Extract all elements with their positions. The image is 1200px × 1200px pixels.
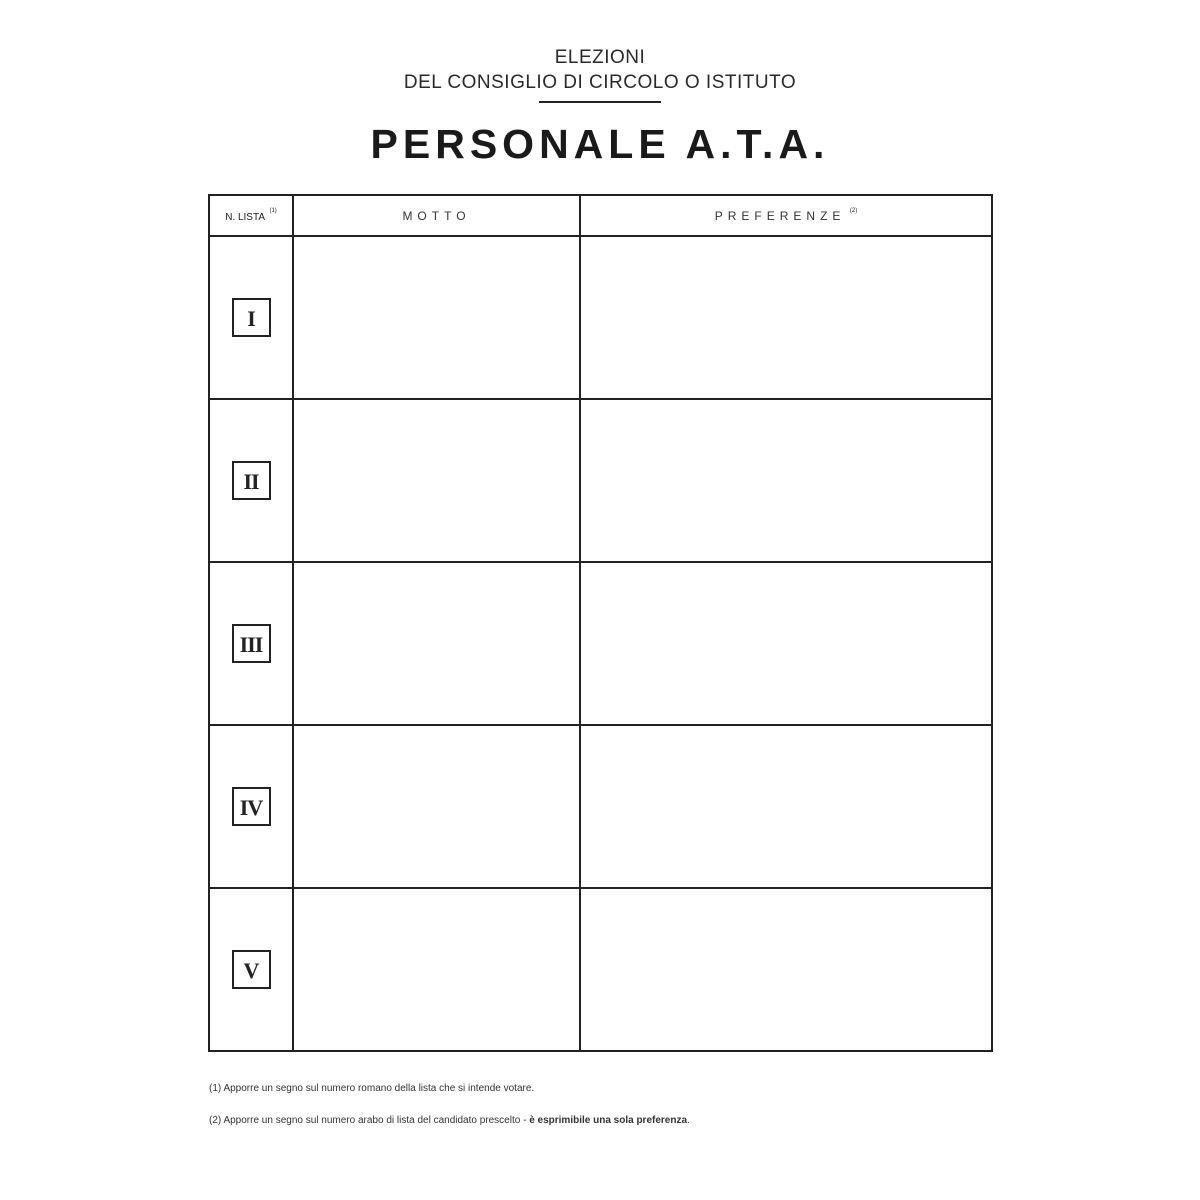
column-header-motto [293, 195, 580, 236]
list-number-cell [209, 236, 293, 399]
heading-divider [539, 101, 661, 103]
ballot-table [208, 194, 991, 1052]
list-number-cell [209, 888, 293, 1051]
table-row [209, 236, 992, 399]
footnote-2-emphasis: è esprimibile una sola preferenza [529, 1115, 688, 1126]
motto-cell[interactable] [293, 562, 580, 725]
table-row [209, 888, 992, 1051]
footnote-2-text: (2) Apporre un segno sul numero arabo di lista del candidato prescelto - [209, 1115, 530, 1126]
preferenze-cell[interactable] [580, 562, 992, 725]
nlista-footnote-ref: (1) [269, 207, 277, 214]
preferenze-label: PREFERENZE [714, 208, 846, 223]
footnote-2 [209, 1115, 690, 1126]
list-number-box-v[interactable]: V [232, 950, 271, 989]
table-header-row [209, 195, 992, 236]
column-header-nlista [209, 195, 293, 236]
election-heading: ELEZIONI [554, 47, 646, 68]
list-number-box-i[interactable]: I [232, 298, 271, 337]
list-number-box-iii[interactable]: III [232, 624, 271, 663]
preferenze-footnote-ref: (2) [849, 207, 858, 214]
motto-cell[interactable] [293, 888, 580, 1051]
motto-cell[interactable] [293, 399, 580, 562]
nlista-label: N. LISTA [225, 211, 266, 223]
motto-label: MOTTO [402, 208, 471, 223]
list-number-box-ii[interactable]: II [232, 461, 271, 500]
footnote-1: (1) Apporre un segno sul numero romano della lista che si intende votare. [209, 1083, 535, 1094]
table-row [209, 562, 992, 725]
table-row [209, 725, 992, 888]
preferenze-cell[interactable] [580, 236, 992, 399]
preferenze-cell[interactable] [580, 399, 992, 562]
list-number-box-iv[interactable]: IV [232, 787, 271, 826]
motto-cell[interactable] [293, 725, 580, 888]
motto-cell[interactable] [293, 236, 580, 399]
council-heading: DEL CONSIGLIO DI CIRCOLO O ISTITUTO [403, 72, 797, 93]
list-number-cell [209, 725, 293, 888]
preferenze-cell[interactable] [580, 888, 992, 1051]
preferenze-cell[interactable] [580, 725, 992, 888]
ballot-grid [208, 194, 993, 1052]
table-row [209, 399, 992, 562]
column-header-preferenze [580, 195, 992, 236]
list-number-cell [209, 399, 293, 562]
footnote-2-end: . [687, 1115, 690, 1126]
page-title: PERSONALE A.T.A. [370, 121, 830, 167]
list-number-cell [209, 562, 293, 725]
